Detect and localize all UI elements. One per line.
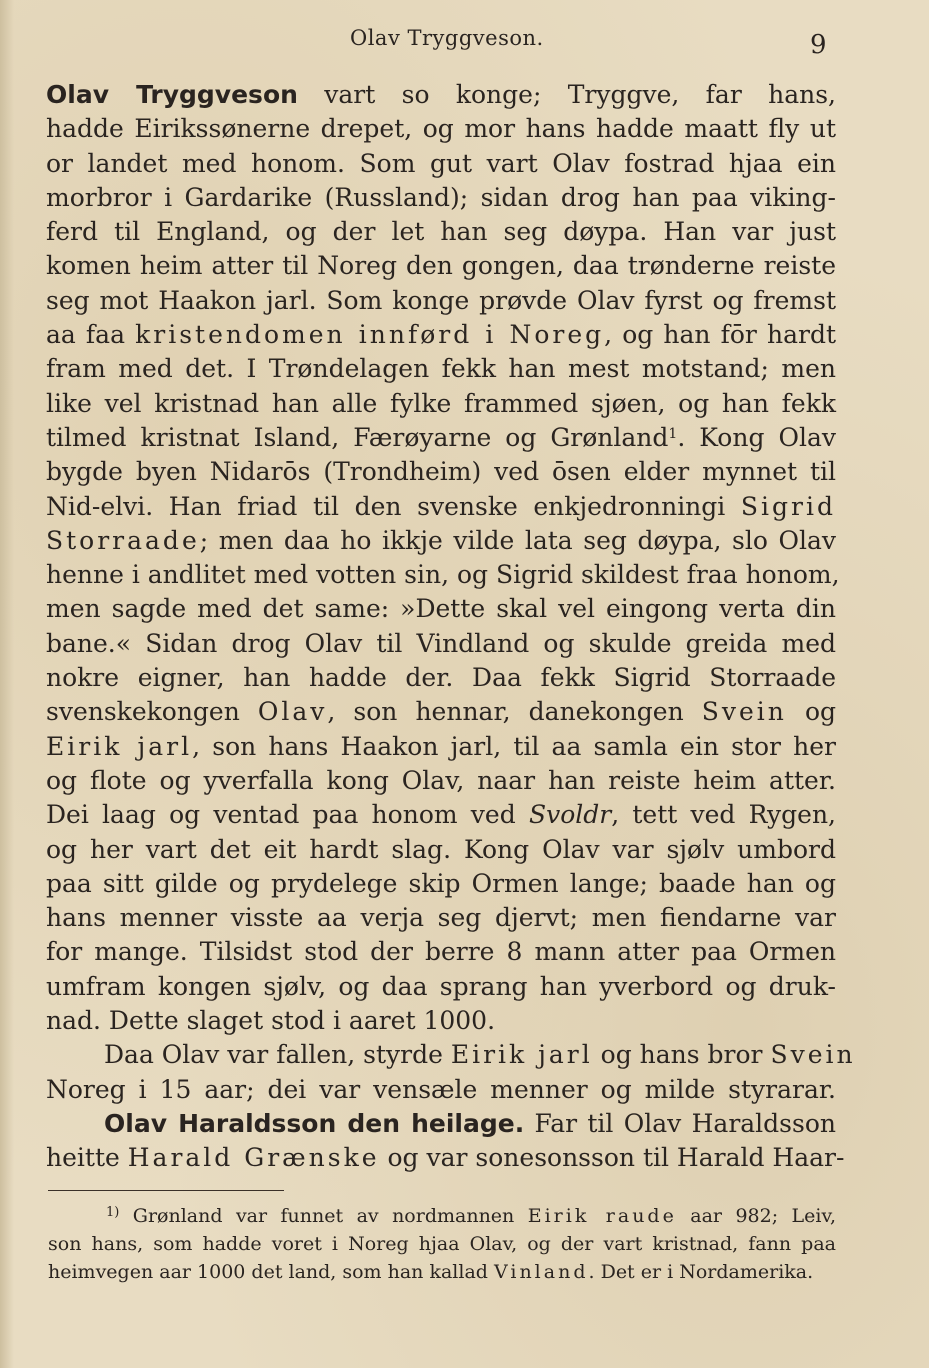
text-line <box>46 970 836 1004</box>
footnote-separator <box>48 1190 284 1191</box>
text-line <box>46 249 836 283</box>
text-line <box>46 421 836 455</box>
text-span: nokre eigner, han hadde der. Daa fekk Sigrid Storraade <box>46 663 836 693</box>
text-span: men sagde med det same: »Dette skal vel eingong verta din <box>46 594 836 624</box>
emphasized-text: Harald Grænske <box>127 1143 380 1173</box>
emphasized-text: kristendomen innførd i Noreg <box>135 320 605 350</box>
emphasized-text: Olav <box>257 697 328 727</box>
text-span: morbror i Gardarike (Russland); sidan drog han paa viking- <box>46 182 836 212</box>
emphasized-text: Storraade <box>46 525 200 555</box>
emphasized-text: Eirik jarl <box>46 731 193 761</box>
page-edge-shadow <box>0 0 14 1368</box>
emphasized-text: Svein <box>701 697 787 727</box>
text-span: og hans bror <box>592 1040 771 1070</box>
text-span: vart so konge; Tryggve, far hans, <box>297 80 836 109</box>
text-span: . Kong Olav <box>677 422 836 452</box>
running-title: Olav Tryggveson. <box>350 26 544 50</box>
footnote-number: 1) <box>106 1205 120 1220</box>
text-line <box>46 661 836 695</box>
text-span: og var sonesonsson til Harald Haar- <box>379 1143 845 1173</box>
emphasized-text: Eirik jarl <box>450 1040 593 1070</box>
text-line <box>46 284 836 318</box>
text-span: bane.« Sidan drog Olav til Vindland og skulde greida med <box>46 628 836 658</box>
text-span: fram med det. I Trøndelagen fekk han mest motstand; men <box>46 354 836 384</box>
text-line <box>46 798 836 832</box>
text-line <box>46 524 836 558</box>
text-span: Nid-elvi. Han friad til den svenske enkjedronningi <box>46 491 741 521</box>
text-line <box>46 1107 836 1141</box>
text-line <box>46 112 836 146</box>
text-line <box>46 1073 836 1107</box>
text-span: or landet med honom. Som gut vart Olav fostrad hjaa ein <box>46 148 836 178</box>
text-span: aa faa <box>46 320 136 350</box>
text-span: , son hennar, danekongen <box>327 697 702 727</box>
text-line <box>46 490 836 524</box>
footnotes <box>48 1202 836 1286</box>
text-span: hadde Eirikssønerne drepet, og mor hans hadde maatt fly ut <box>46 114 836 144</box>
emphasized-text: Eirik raude <box>527 1205 677 1227</box>
footnote-line <box>48 1230 836 1258</box>
text-line <box>46 318 836 352</box>
text-span: Grønland var funnet av nordmannen <box>119 1205 528 1227</box>
emphasized-text: Sigrid <box>740 491 836 521</box>
text-span: son hans, som hadde voret i Noreg hjaa Olav, og der vart kristnad, fann paa <box>48 1233 836 1255</box>
text-span: aar 982; Leiv, <box>676 1205 837 1227</box>
text-line <box>46 833 836 867</box>
text-line <box>46 455 836 489</box>
text-span: tilmed kristnat Island, Færøyarne og Grønland <box>46 422 669 452</box>
text-line <box>46 627 836 661</box>
text-span: komen heim atter til Noreg den gongen, daa trønderne reiste <box>46 251 836 281</box>
page-number: 9 <box>810 30 827 60</box>
page-header <box>0 22 929 62</box>
body-text <box>46 78 856 1176</box>
emphasized-text: Svein <box>770 1040 856 1070</box>
text-span: heitte <box>46 1143 128 1173</box>
section-heading-olav-haraldsson: Olav Haraldsson den heilage. <box>104 1108 525 1138</box>
text-span: ferd til England, og der let han seg døypa. Han var just <box>46 217 836 247</box>
text-span: , og han fōr hardt <box>604 320 836 350</box>
text-line <box>46 1141 845 1175</box>
footnote-line <box>48 1258 836 1286</box>
text-span: like vel kristnad han alle fylke frammed sjøen, og han fekk <box>46 388 836 418</box>
text-span: bygde byen Nidarōs (Trondheim) ved ōsen elder mynnet til <box>46 457 836 487</box>
text-span: umfram kongen sjølv, og daa sprang han yverbord og druk- <box>46 971 836 1001</box>
text-line <box>46 592 836 626</box>
footnote-line <box>48 1202 836 1230</box>
text-line <box>46 558 840 592</box>
text-span: , son hans Haakon jarl, til aa samla ein stor her <box>192 731 836 761</box>
text-span: henne i andlitet med votten sin, og Sigrid skildest fraa honom, <box>46 560 840 590</box>
text-span: , tett ved Rygen, <box>611 800 837 830</box>
text-line <box>46 764 836 798</box>
text-line <box>46 147 836 181</box>
text-span: paa sitt gilde og prydelege skip Ormen lange; baade han og <box>46 868 836 898</box>
text-line <box>46 730 836 764</box>
text-span: og her vart det eit hardt slag. Kong Olav var sjølv umbord <box>46 834 836 864</box>
text-line <box>46 695 836 729</box>
text-line <box>46 352 836 386</box>
section-heading-olav-tryggveson: Olav Tryggveson <box>46 80 298 109</box>
text-span: for mange. Tilsidst stod der berre 8 mann atter paa Ormen <box>46 937 836 967</box>
text-span: Dei laag og ventad paa honom ved <box>46 800 529 830</box>
text-line <box>46 867 836 901</box>
text-span: . Det er i Nordamerika. <box>588 1261 814 1283</box>
text-line <box>46 181 836 215</box>
text-span: Daa Olav var fallen, styrde <box>104 1040 451 1070</box>
text-line <box>46 215 836 249</box>
text-line <box>46 901 836 935</box>
text-span: ; men daa ho ikkje vilde lata seg døypa, slo Olav <box>199 525 836 555</box>
text-span: svenskekongen <box>46 697 258 727</box>
text-span: hans menner visste aa verja seg djervt; men fiendarne var <box>46 903 836 933</box>
text-line <box>46 935 836 969</box>
text-span: og flote og yverfalla kong Olav, naar han reiste heim atter. <box>46 765 836 795</box>
text-span: Noreg i 15 aar; dei var vensæle menner og milde styrarar. <box>46 1074 836 1104</box>
italic-place-name: Svoldr <box>528 800 612 830</box>
text-span: nad. Dette slaget stod i aaret 1000. <box>46 1006 496 1036</box>
text-span: Far til Olav Haraldsson <box>524 1108 836 1138</box>
emphasized-text: Vinland <box>493 1261 589 1283</box>
text-line <box>46 387 836 421</box>
text-span: heimvegen aar 1000 det land, som han kallad <box>48 1261 494 1283</box>
text-line <box>46 78 836 112</box>
text-span: og <box>786 697 836 727</box>
text-line <box>46 1004 836 1038</box>
text-line <box>46 1038 856 1072</box>
footnote-marker: 1 <box>668 425 678 442</box>
text-span: seg mot Haakon jarl. Som konge prøvde Olav fyrst og fremst <box>46 285 836 315</box>
